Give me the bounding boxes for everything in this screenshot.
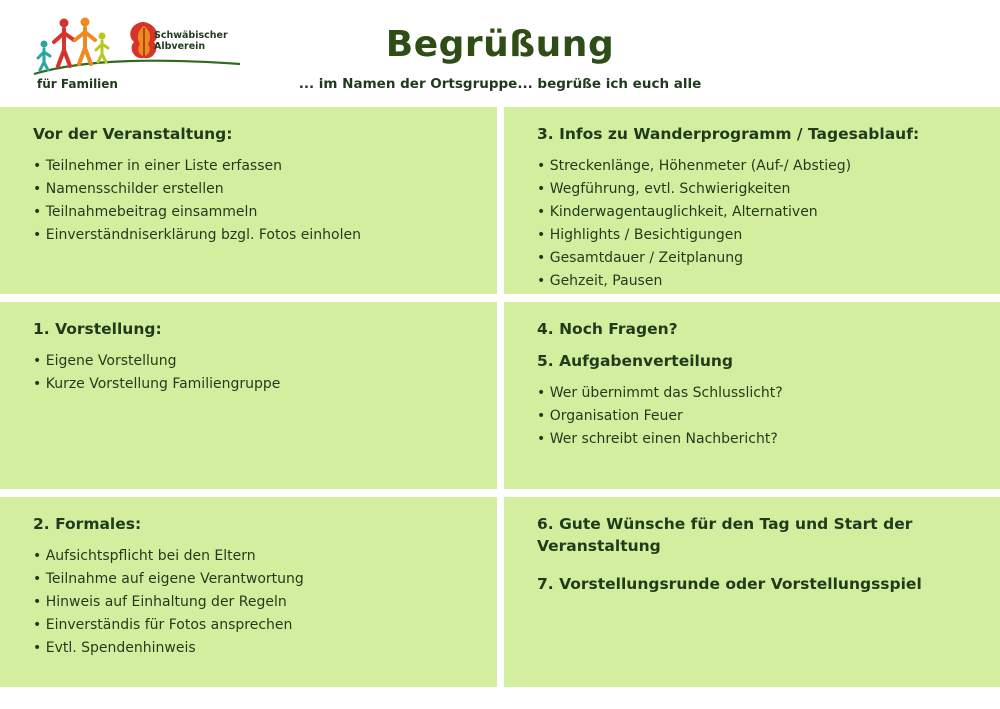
brand-line-1: Schwäbischer <box>154 30 228 41</box>
list-item: • Evtl. Spendenhinweis <box>33 637 479 660</box>
panel-questions-tasks <box>504 302 1000 489</box>
list-item: • Gesamtdauer / Zeitplanung <box>537 247 982 270</box>
list-item: • Wer übernimmt das Schlusslicht? <box>537 382 982 405</box>
bullet-list <box>33 545 479 660</box>
list-item: • Einverständniserklärung bzgl. Fotos einholen <box>33 224 479 247</box>
logo-label: für Familien <box>37 77 118 91</box>
panel-program-info <box>504 107 1000 294</box>
list-item: • Teilnehmer in einer Liste erfassen <box>33 155 479 178</box>
panel-heading: Vor der Veranstaltung: <box>33 125 233 143</box>
list-item: • Aufsichtspflicht bei den Eltern <box>33 545 479 568</box>
list-item: • Wer schreibt einen Nachbericht? <box>537 428 982 451</box>
list-item: • Gehzeit, Pausen <box>537 270 982 293</box>
bullet-list <box>537 155 982 293</box>
bullet-list <box>33 155 479 247</box>
list-item: • Namensschilder erstellen <box>33 178 479 201</box>
list-item: • Teilnahme auf eigene Verantwortung <box>33 568 479 591</box>
page-title: Begrüßung <box>385 24 615 65</box>
page-subtitle: ... im Namen der Ortsgruppe... begrüße ich euch alle <box>298 76 702 92</box>
bullet-list <box>537 382 982 451</box>
panel-wishes-start <box>504 497 1000 687</box>
list-item: • Hinweis auf Einhaltung der Regeln <box>33 591 479 614</box>
bullet-list <box>33 350 479 396</box>
panel-heading-secondary: 7. Vorstellungsrunde oder Vorstellungsspiel <box>537 575 922 593</box>
list-item: • Kinderwagentauglichkeit, Alternativen <box>537 201 982 224</box>
list-item: • Highlights / Besichtigungen <box>537 224 982 247</box>
list-item: • Wegführung, evtl. Schwierigkeiten <box>537 178 982 201</box>
list-item: • Eigene Vorstellung <box>33 350 479 373</box>
panel-heading: 6. Gute Wünsche für den Tag und Start der Veranstaltung <box>537 515 913 555</box>
list-item: • Teilnahmebeitrag einsammeln <box>33 201 479 224</box>
list-item: • Einverständis für Fotos ansprechen <box>33 614 479 637</box>
panel-formalities <box>0 497 497 687</box>
panel-introduction <box>0 302 497 489</box>
brand-line-2: Albverein <box>154 41 206 52</box>
panel-heading: 4. Noch Fragen? <box>537 320 678 338</box>
panel-heading-secondary: 5. Aufgabenverteilung <box>537 352 734 370</box>
list-item: • Organisation Feuer <box>537 405 982 428</box>
list-item: • Kurze Vorstellung Familiengruppe <box>33 373 479 396</box>
panel-heading: 3. Infos zu Wanderprogramm / Tagesablauf: <box>537 125 920 143</box>
panel-before-event <box>0 107 497 294</box>
panel-heading: 1. Vorstellung: <box>33 320 162 338</box>
list-item: • Streckenlänge, Höhenmeter (Auf-/ Abstieg) <box>537 155 982 178</box>
panel-heading: 2. Formales: <box>33 515 142 533</box>
